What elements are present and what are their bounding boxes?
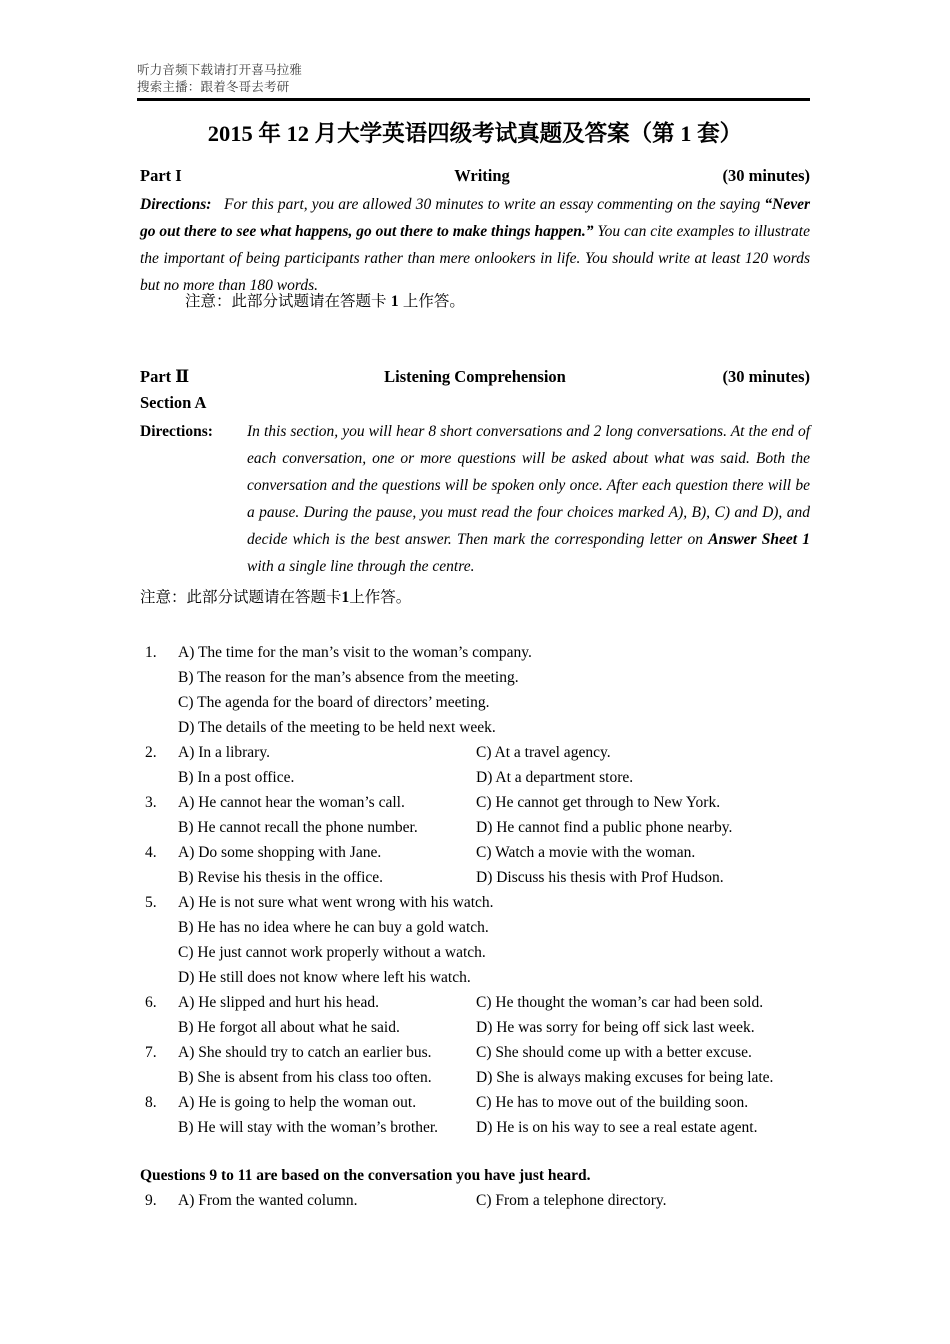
question-number: 5. <box>145 894 157 911</box>
question-number: 3. <box>145 794 157 811</box>
option-b[interactable]: B) The reason for the man’s absence from the meeting. <box>178 669 519 686</box>
part2-header <box>140 367 810 389</box>
question-item <box>140 990 810 1040</box>
option-b[interactable]: B) He cannot recall the phone number. <box>178 819 418 836</box>
watermark-line-1: 听力音频下载请打开喜马拉雅 <box>137 63 303 77</box>
question-item <box>140 640 810 740</box>
part1-directions-pre: For this part, you are allowed 30 minutes to write an essay commenting on the saying <box>224 196 765 213</box>
question-item <box>140 840 810 890</box>
option-c[interactable]: C) Watch a movie with the woman. <box>476 844 696 861</box>
option-row <box>140 765 810 790</box>
option-b[interactable]: B) He forgot all about what he said. <box>178 1019 400 1036</box>
option-c[interactable]: C) He cannot get through to New York. <box>476 794 721 811</box>
option-row <box>140 840 810 865</box>
part2-directions-body <box>247 418 810 580</box>
part2-note-number: 1 <box>341 589 350 606</box>
option-a[interactable]: A) He slipped and hurt his head. <box>178 994 380 1011</box>
option-group <box>140 640 810 740</box>
option-row <box>140 1115 810 1140</box>
option-a[interactable]: A) Do some shopping with Jane. <box>178 844 382 861</box>
option-d[interactable]: D) The details of the meeting to be held next week. <box>178 719 496 736</box>
option-row <box>140 990 810 1015</box>
option-group <box>140 1090 810 1140</box>
option-group <box>140 1188 810 1213</box>
question-item <box>140 740 810 790</box>
part1-directions-label: Directions: <box>140 196 212 213</box>
option-group <box>140 890 810 990</box>
part2-note-suffix: 上作答。 <box>349 589 412 606</box>
questions-9-to-11-heading: Questions 9 to 11 are based on the conversation you have just heard. <box>140 1167 591 1184</box>
question-number: 9. <box>145 1192 157 1209</box>
option-d[interactable]: D) He still does not know where left his watch. <box>178 969 471 986</box>
part1-header <box>140 166 810 188</box>
part1-directions-post: You can cite examples to illustrate the important of being participants rather than mere onlookers in life. You should write at least 120 words but no more than 180 words. <box>140 223 810 294</box>
part2-time: (30 minutes) <box>722 367 810 386</box>
option-row <box>140 740 810 765</box>
part1-note-suffix: 上作答。 <box>398 293 465 310</box>
option-b[interactable]: B) He will stay with the woman’s brother. <box>178 1119 439 1136</box>
part1-time: (30 minutes) <box>722 166 810 185</box>
question-number: 1. <box>145 644 157 661</box>
question-item <box>140 790 810 840</box>
part1-name: Writing <box>454 166 510 185</box>
option-d[interactable]: D) He cannot find a public phone nearby. <box>476 819 733 836</box>
option-group <box>140 840 810 890</box>
question-item <box>140 1040 810 1090</box>
option-row <box>140 640 810 665</box>
question-number: 4. <box>145 844 157 861</box>
part2-directions-label: Directions: <box>140 423 213 440</box>
option-b[interactable]: B) In a post office. <box>178 769 295 786</box>
option-a[interactable]: A) She should try to catch an earlier bus. <box>178 1044 432 1061</box>
option-c[interactable]: C) The agenda for the board of directors’ meeting. <box>178 694 490 711</box>
part2-directions <box>140 418 810 580</box>
question-list <box>140 640 810 1140</box>
option-row <box>140 865 810 890</box>
option-c[interactable]: C) She should come up with a better excuse. <box>476 1044 752 1061</box>
question-9-block <box>140 1188 810 1213</box>
option-row <box>140 815 810 840</box>
part1-note-prefix: 注意：此部分试题请在答题卡 <box>185 293 391 310</box>
option-c[interactable]: C) From a telephone directory. <box>476 1192 667 1209</box>
option-group <box>140 990 810 1040</box>
option-d[interactable]: D) Discuss his thesis with Prof Hudson. <box>476 869 724 886</box>
question-number: 2. <box>145 744 157 761</box>
option-a[interactable]: A) He is not sure what went wrong with his watch. <box>178 894 494 911</box>
option-a[interactable]: A) From the wanted column. <box>178 1192 358 1209</box>
part1-note <box>185 290 465 314</box>
option-row <box>140 940 810 965</box>
option-row <box>140 1090 810 1115</box>
option-row <box>140 915 810 940</box>
option-row <box>140 1065 810 1090</box>
option-row <box>140 1040 810 1065</box>
option-group <box>140 1040 810 1090</box>
watermark-line-2: 搜索主播：跟着冬哥去考研 <box>137 80 290 94</box>
part1-note-number: 1 <box>390 293 399 310</box>
option-c[interactable]: C) He thought the woman’s car had been sold. <box>476 994 764 1011</box>
question-number: 8. <box>145 1094 157 1111</box>
option-b[interactable]: B) He has no idea where he can buy a gold watch. <box>178 919 489 936</box>
part2-note <box>140 586 411 610</box>
option-a[interactable]: A) The time for the man’s visit to the woman’s company. <box>178 644 532 661</box>
option-d[interactable]: D) She is always making excuses for being late. <box>476 1069 774 1086</box>
header-rule <box>137 98 810 101</box>
option-row <box>140 1015 810 1040</box>
option-d[interactable]: D) He is on his way to see a real estate agent. <box>476 1119 758 1136</box>
option-b[interactable]: B) Revise his thesis in the office. <box>178 869 384 886</box>
option-group <box>140 790 810 840</box>
option-row <box>140 1188 810 1213</box>
option-b[interactable]: B) She is absent from his class too often. <box>178 1069 432 1086</box>
question-item <box>140 1090 810 1140</box>
part2-directions-post: with a single line through the centre. <box>247 558 475 575</box>
page-title: 2015 年 12 月大学英语四级考试真题及答案（第 1 套） <box>207 121 743 146</box>
option-row <box>140 665 810 690</box>
option-a[interactable]: A) In a library. <box>178 744 270 761</box>
option-d[interactable]: D) He was sorry for being off sick last week. <box>476 1019 755 1036</box>
option-group <box>140 740 810 790</box>
option-row <box>140 690 810 715</box>
watermark-header <box>137 62 810 101</box>
option-c[interactable]: C) He has to move out of the building soon. <box>476 1094 749 1111</box>
option-row <box>140 890 810 915</box>
option-c[interactable]: C) He just cannot work properly without a watch. <box>178 944 486 961</box>
part2-name: Listening Comprehension <box>384 367 566 386</box>
question-number: 7. <box>145 1044 157 1061</box>
section-a-label: Section A <box>140 393 207 412</box>
option-a[interactable]: A) He is going to help the woman out. <box>178 1094 417 1111</box>
option-row <box>140 790 810 815</box>
question-item <box>140 1188 810 1213</box>
part1-directions-body <box>140 191 810 299</box>
part1-directions <box>140 191 810 299</box>
option-c[interactable]: C) At a travel agency. <box>476 744 611 761</box>
option-a[interactable]: A) He cannot hear the woman’s call. <box>178 794 405 811</box>
question-item <box>140 890 810 990</box>
question-number: 6. <box>145 994 157 1011</box>
option-row <box>140 965 810 990</box>
part2-note-prefix: 注意：此部分试题请在答题卡 <box>140 589 342 606</box>
option-d[interactable]: D) At a department store. <box>476 769 634 786</box>
part2-directions-pre: In this section, you will hear 8 short conversations and 2 long conversations. At the end of each conversation, one or more questions will be asked about what was said. Both the conversation and the questions will be spoken only once. After each question there will be a pause. During the pause, you must read the four choices marked A), B), C) and D), and decide which is the best answer. Then mark the corresponding letter on <box>247 423 810 548</box>
part2-label: Part Ⅱ <box>140 367 190 386</box>
part1-label: Part I <box>140 166 182 185</box>
part2-answer-sheet-ref: Answer Sheet 1 <box>708 531 810 548</box>
option-row <box>140 715 810 740</box>
part1-directions-quote: “Never go out there to see what happens, go out there to make things happen.” <box>140 196 810 240</box>
